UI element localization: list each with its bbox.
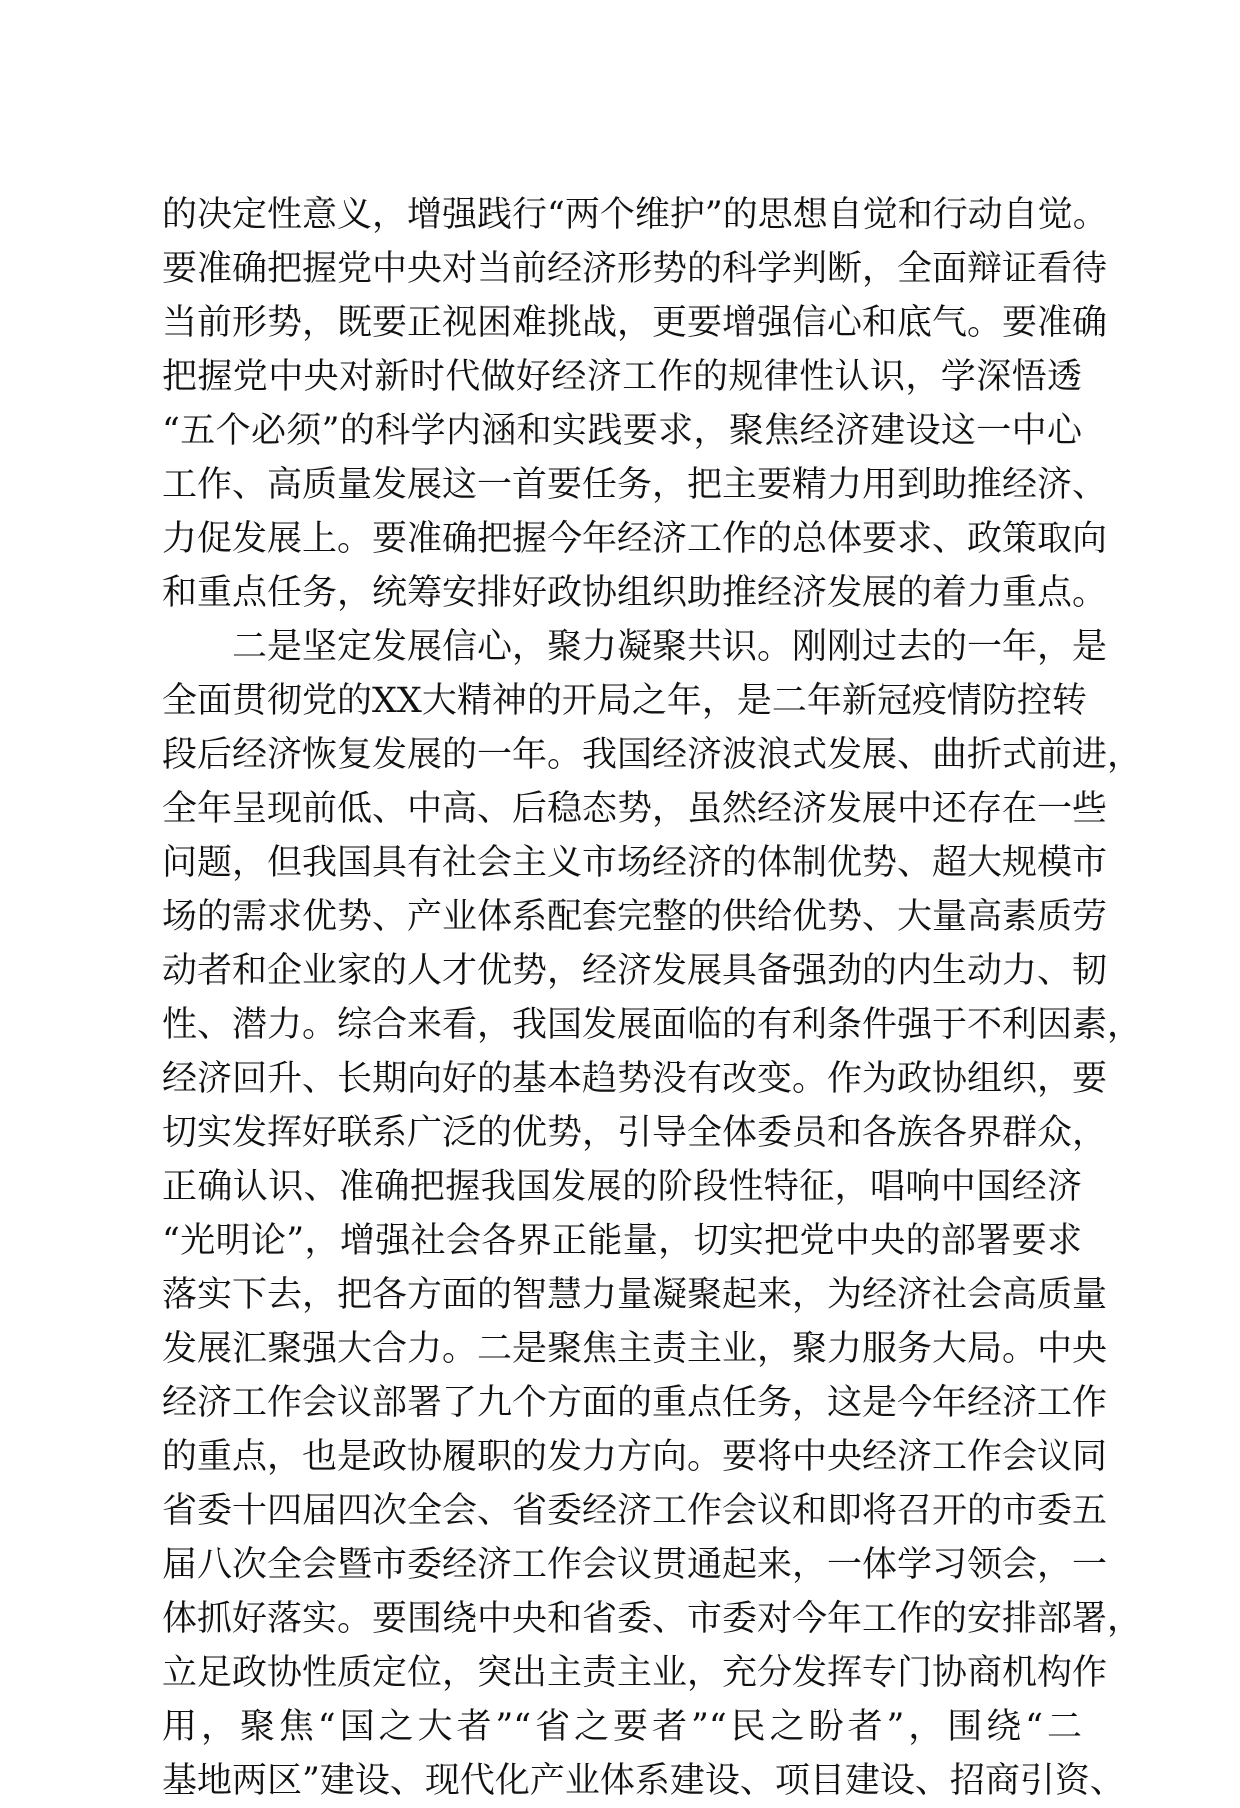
text-line: 力促发展上。要准确把握今年经济工作的总体要求、政策取向 (162, 519, 1108, 559)
text-line: 经济回升、长期向好的基本趋势没有改变。作为政协组织，要 (162, 1059, 1108, 1099)
text-line: 切实发挥好联系广泛的优势，引导全体委员和各族各界群众， (162, 1113, 1108, 1153)
text-line: 的重点，也是政协履职的发力方向。要将中央经济工作会议同 (162, 1437, 1108, 1477)
text-line: 问题，但我国具有社会主义市场经济的体制优势、超大规模市 (162, 843, 1108, 883)
text-line: 立足政协性质定位，突出主责主业，充分发挥专门协商机构作 (162, 1653, 1108, 1693)
text-line: 工作、高质量发展这一首要任务，把主要精力用到助推经济、 (162, 465, 1108, 505)
text-line: 经济工作会议部署了九个方面的重点任务，这是今年经济工作 (162, 1383, 1108, 1423)
text-line: 的决定性意义，增强践行“两个维护”的思想自觉和行动自觉。 (162, 195, 1108, 235)
text-line: 场的需求优势、产业体系配套完整的供给优势、大量高素质劳 (162, 897, 1108, 937)
text-line: 体抓好落实。要围绕中央和省委、市委对今年工作的安排部署， (162, 1599, 1143, 1639)
text-line: 基地两区”建设、现代化产业体系建设、项目建设、招商引资、 (162, 1761, 1125, 1801)
text-line: 全年呈现前低、中高、后稳态势，虽然经济发展中还存在一些 (162, 789, 1108, 829)
text-line: 落实下去，把各方面的智慧力量凝聚起来，为经济社会高质量 (162, 1275, 1108, 1315)
paragraph-first-line: 二是坚定发展信心，聚力凝聚共识。刚刚过去的一年，是 (232, 627, 1108, 667)
text-line: 动者和企业家的人才优势，经济发展具备强劲的内生动力、韧 (162, 951, 1108, 991)
text-line: “五个必须”的科学内涵和实践要求，聚焦经济建设这一中心 (162, 411, 1082, 451)
text-line: 省委十四届四次全会、省委经济工作会议和即将召开的市委五 (162, 1491, 1108, 1531)
body-text (162, 188, 1143, 1808)
text-line: 正确认识、准确把握我国发展的阶段性特征，唱响中国经济 (162, 1167, 1082, 1207)
text-line: 段后经济恢复发展的一年。我国经济波浪式发展、曲折式前进， (162, 735, 1143, 775)
text-line: 把握党中央对新时代做好经济工作的规律性认识，学深悟透 (162, 357, 1082, 397)
text-line: 全面贯彻党的XX大精神的开局之年，是二年新冠疫情防控转 (162, 681, 1087, 721)
text-line: 用，聚焦“国之大者”“省之要者”“民之盼者”，围绕“二 (162, 1707, 1082, 1747)
text-line: 要准确把握党中央对当前经济形势的科学判断，全面辩证看待 (162, 249, 1108, 289)
text-line: 届八次全会暨市委经济工作会议贯通起来，一体学习领会，一 (162, 1545, 1108, 1585)
text-line: 发展汇聚强大合力。二是聚焦主责主业，聚力服务大局。中央 (162, 1329, 1108, 1369)
text-line: 和重点任务，统筹安排好政协组织助推经济发展的着力重点。 (162, 573, 1108, 613)
text-line: 当前形势，既要正视困难挑战，更要增强信心和底气。要准确 (162, 303, 1108, 343)
text-line: “光明论”，增强社会各界正能量，切实把党中央的部署要求 (162, 1221, 1082, 1261)
text-line: 性、潜力。综合来看，我国发展面临的有利条件强于不利因素， (162, 1005, 1143, 1045)
